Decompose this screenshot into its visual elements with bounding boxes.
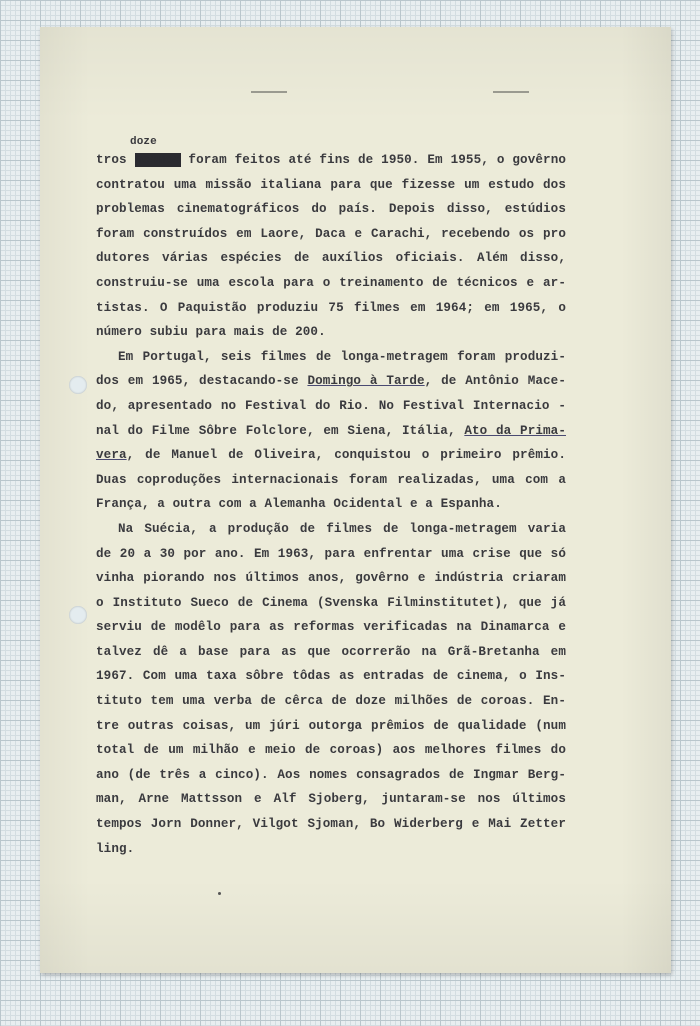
text-line [96,714,566,739]
text-line [96,271,566,296]
punch-hole [69,606,87,624]
text-line [96,517,566,542]
text-line [96,763,566,788]
text-segment: dos em 1965, destacando-se [96,374,308,389]
text-segment: tempos Jorn Donner, Vilgot Sjoman, Bo Widerberg e Mai Zetter [96,817,566,832]
text-line [96,738,566,763]
text-line [96,468,566,493]
text-segment: construiu-se uma escola para o treinamento de técnicos e ar- [96,275,566,290]
text-line [96,394,566,419]
text-segment: ling. [96,841,135,856]
text-line [96,566,566,591]
text-line [96,369,566,394]
text-segment: tituto tem uma verba de cêrca de doze milhões de coroas. En- [96,694,566,709]
text-segment: França, a outra com a Alemanha Ocidental e a Espanha. [96,497,502,512]
text-line [96,664,566,689]
typewritten-page [40,27,671,973]
text-segment: número subiu para mais de 200. [96,325,326,340]
text-segment: serviu de modêlo para as reformas verificadas na Dinamarca e [96,620,566,635]
text-line [96,246,566,271]
text-segment: foram construídos em Laore, Daca e Carachi, recebendo os pro [96,226,566,241]
text-segment: o Instituto Sueco de Cinema (Svenska Filminstitutet), que já [96,595,566,610]
text-line [96,222,566,247]
ink-speck [218,892,221,895]
text-line [96,689,566,714]
text-segment: vinha piorando nos últimos anos, govêrno e indústria criaram [96,571,566,586]
text-segment: Em Portugal, seis filmes de longa-metragem foram produzi- [118,349,566,364]
text-segment: foram feitos até fins de 1950. Em 1955, o govêrno [180,153,567,167]
text-segment: dutores várias espécies de auxílios oficiais. Além disso, [96,251,566,266]
text-segment: total de um milhão e meio de coroas) aos melhores filmes do [96,743,566,758]
text-segment: tistas. O Paquistão produziu 75 filmes em 1964; em 1965, o [96,300,566,315]
text-line [96,443,566,468]
text-segment: , de Manuel de Oliveira, conquistou o primeiro prêmio. [126,448,566,463]
text-line [96,542,566,567]
text-line [96,591,566,616]
struck-out-word: mesmos [134,153,181,167]
text-segment: tre outras coisas, um júri outorga prêmios de qualidade (num [96,718,566,733]
text-line [96,812,566,837]
text-segment: talvez dê a base para as que ocorrerão na Grã-Bretanha em [96,644,566,659]
underlined-title: vera [96,448,127,463]
margin-mark [493,91,529,93]
text-line [96,197,566,222]
text-segment: man, Arne Mattsson e Alf Sjoberg, juntaram-se nos últimos [96,792,566,807]
text-line [96,615,566,640]
margin-mark [251,91,287,93]
page-body-text [96,136,567,861]
text-segment: problemas cinematográficos do país. Depois disso, estúdios [96,202,566,217]
text-segment: do, apresentado no Festival do Rio. No Festival Internacio - [96,398,566,413]
text-segment: , de Antônio Mace- [424,374,566,389]
text-line [96,320,566,345]
text-line [96,787,566,812]
text-line [96,345,566,370]
text-segment: contratou uma missão italiana para que fizesse um estudo dos [96,177,566,192]
text-segment: de 20 a 30 por ano. Em 1963, para enfrentar uma crise que só [96,546,566,561]
text-segment: ano (de três a cinco). Aos nomes consagrados de Ingmar Berg- [96,767,566,782]
text-line [96,492,566,517]
text-line [96,837,566,862]
text-segment: Na Suécia, a produção de filmes de longa-metragem varia [118,521,566,536]
text-line [96,296,566,321]
text-line [96,136,567,173]
text-segment: 1967. Com uma taxa sôbre tôdas as entradas de cinema, o Ins- [96,669,566,684]
inserted-correction: doze [130,136,157,148]
text-segment: Duas coproduções internacionais foram realizadas, uma com a [96,472,566,487]
text-line [96,640,566,665]
underlined-title: Ato da Prima- [464,423,566,438]
text-segment: tros [96,153,135,167]
text-line [96,419,566,444]
punch-hole [69,376,87,394]
text-segment: nal do Filme Sôbre Folclore, em Siena, Itália, [96,423,465,438]
text-line [96,173,566,198]
underlined-title: Domingo à Tarde [307,374,425,389]
